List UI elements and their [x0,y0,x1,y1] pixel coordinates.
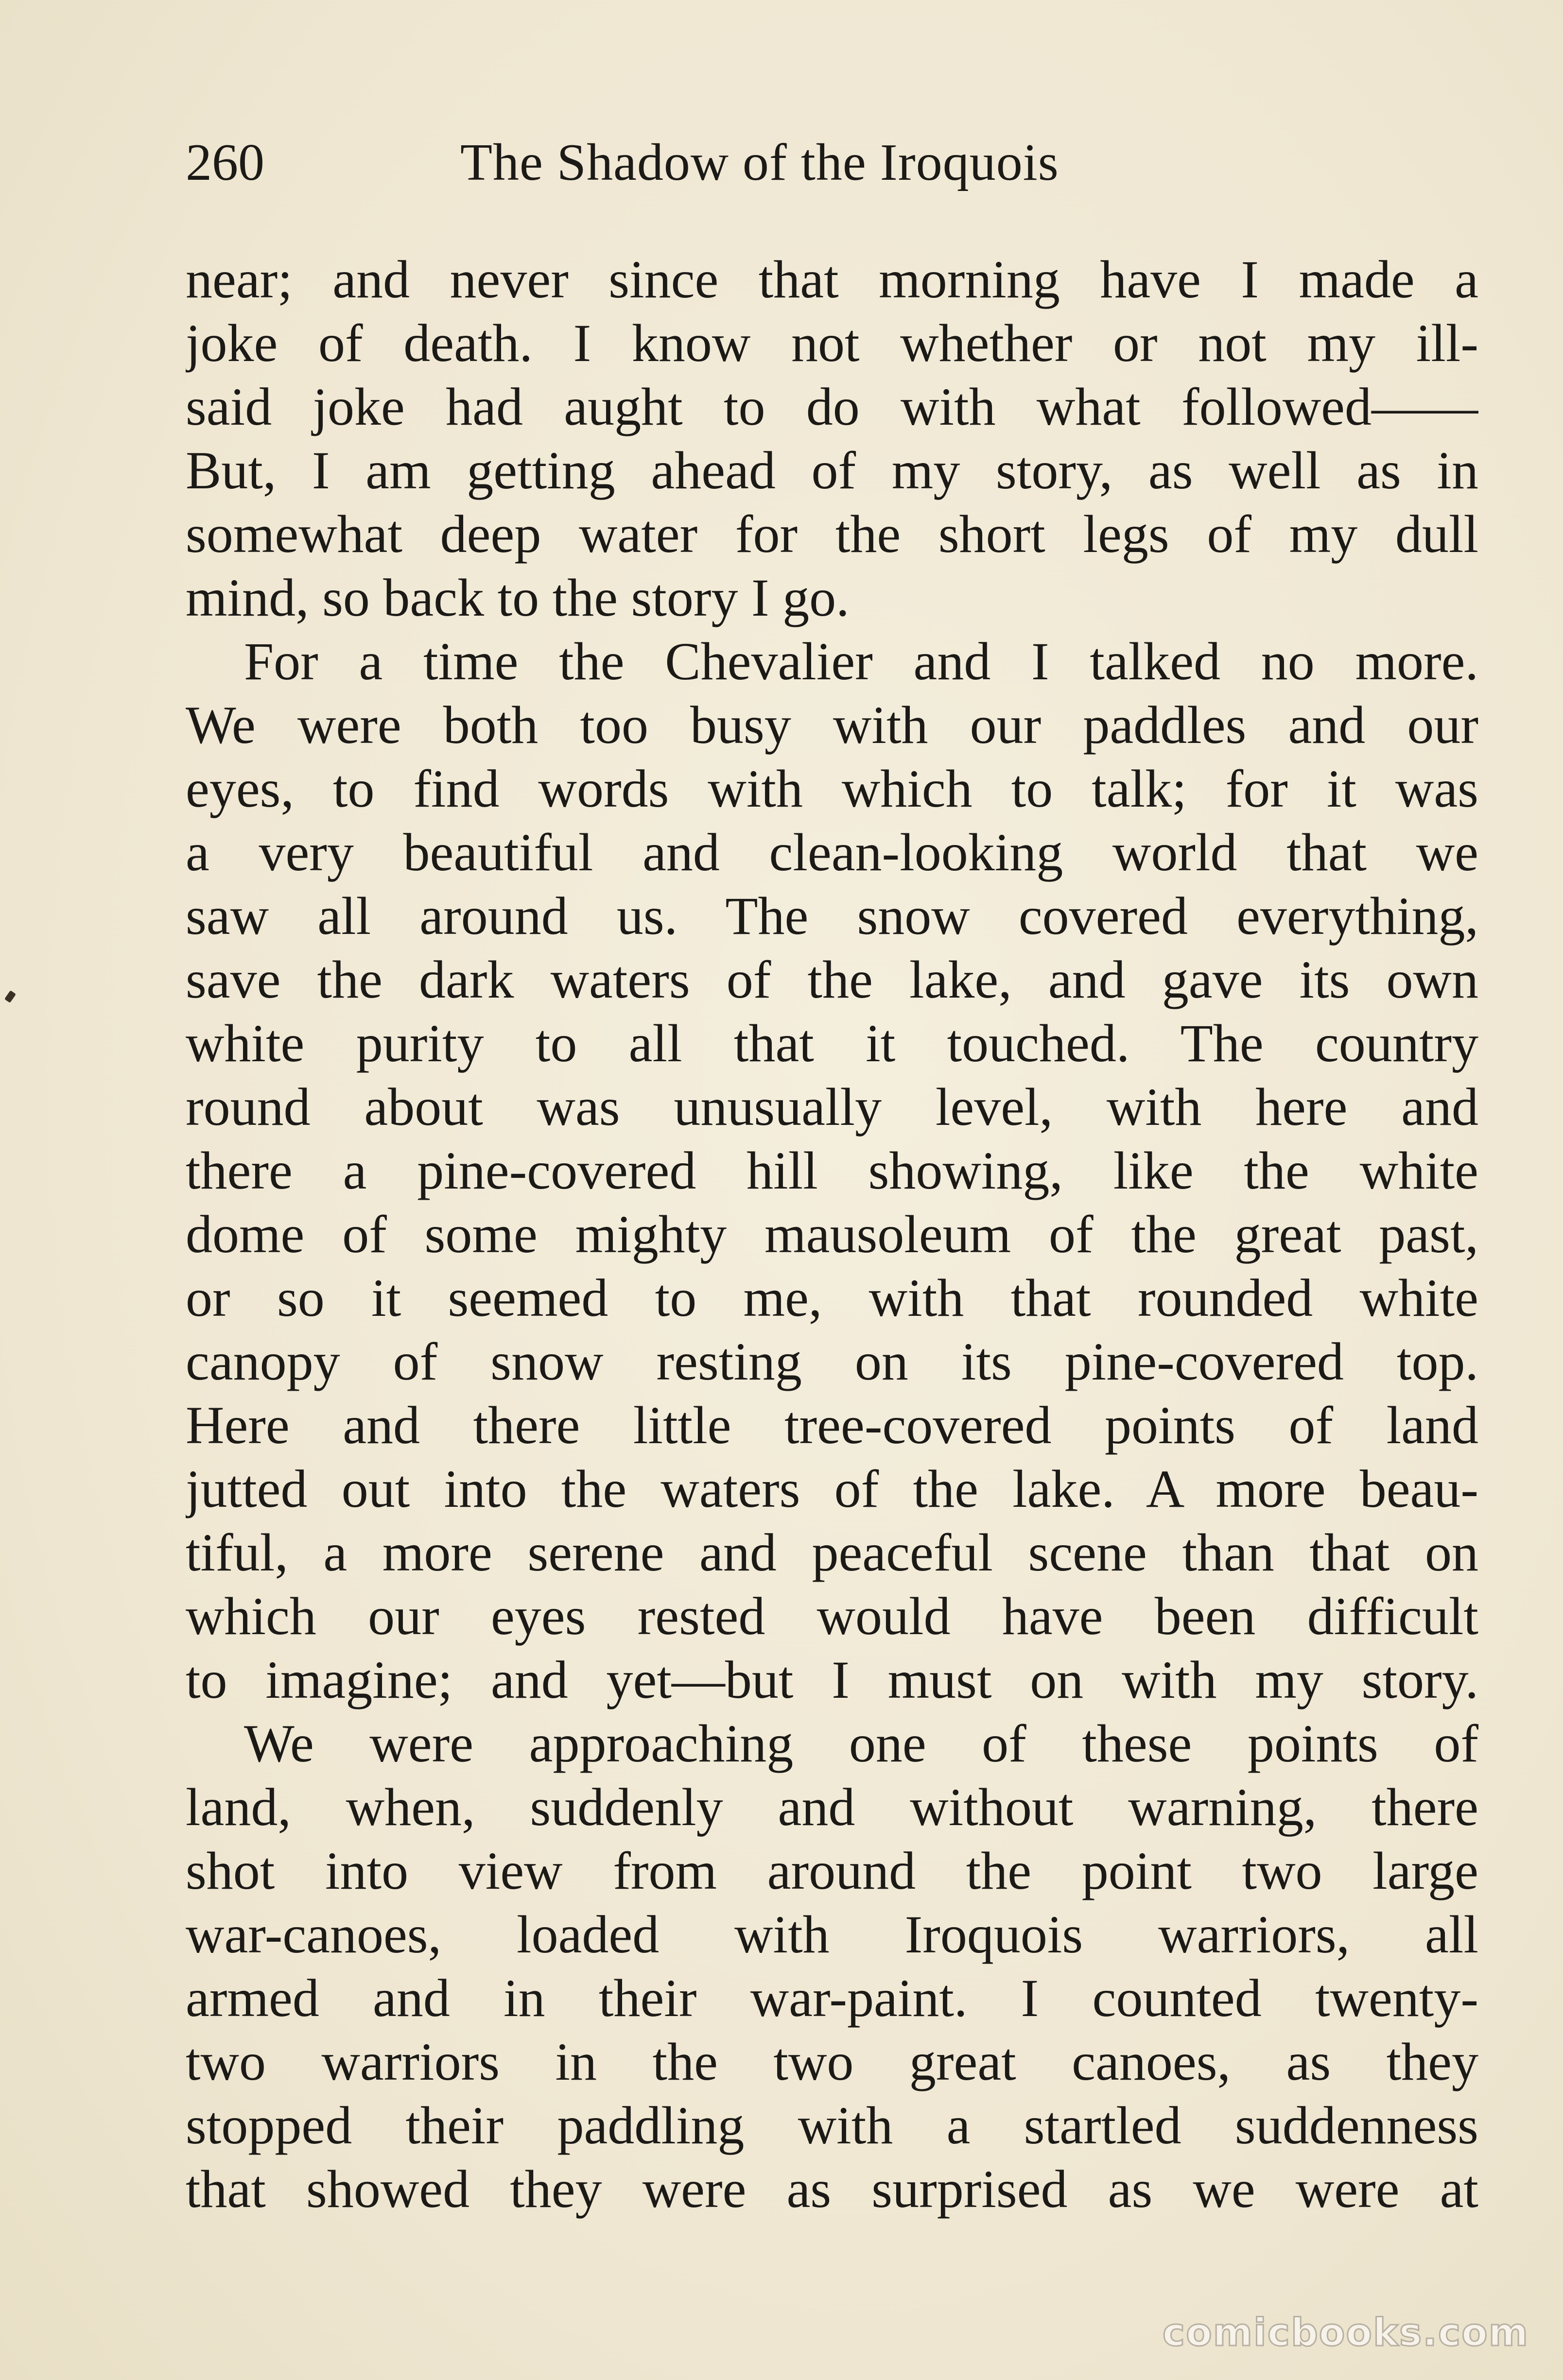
paragraph-first-line: We were approaching one of these points of [244,1714,1478,1773]
text-line: jutted out into the waters of the lake. A more beau- [186,1459,1478,1518]
text-line: or so it seemed to me, with that rounded white [186,1268,1478,1328]
text-line: that showed they were as surprised as we were at [186,2159,1478,2219]
text-line: Here and there little tree-covered points of land [186,1396,1478,1455]
text-line: land, when, suddenly and without warning, there [186,1777,1478,1837]
text-line: shot into view from around the point two large [186,1841,1478,1900]
text-line: to imagine; and yet—but I must on with my story. [186,1650,1478,1709]
text-line: tiful, a more serene and peaceful scene than that on [186,1523,1478,1582]
text-line: war-canoes, loaded with Iroquois warriors, all [186,1905,1478,1964]
text-line: But, I am getting ahead of my story, as well as in [186,441,1478,500]
text-line: which our eyes rested would have been difficult [186,1587,1478,1646]
body-text [186,248,1478,2221]
text-line: there a pine-covered hill showing, like the white [186,1141,1478,1200]
text-line: near; and never since that morning have I made a [186,250,1478,309]
page-header [186,126,1478,199]
text-line: save the dark waters of the lake, and gave its own [186,950,1478,1009]
margin-ink-mark [4,990,16,1003]
watermark-logo: comicbooks.com [1162,2311,1529,2355]
text-line: eyes, to find words with which to talk; for it was [186,759,1478,818]
page-number: 260 [186,134,264,191]
text-line: joke of death. I know not whether or not my ill- [186,313,1478,373]
text-line: two warriors in the two great canoes, as they [186,2032,1478,2091]
text-line: saw all around us. The snow covered everything, [186,886,1478,946]
text-line: round about was unusually level, with here and [186,1077,1478,1137]
running-title: The Shadow of the Iroquois [460,134,1059,191]
text-line: dome of some mighty mausoleum of the great past, [186,1205,1478,1264]
text-line: said joke had aught to do with what followed—— [186,377,1478,436]
text-line: stopped their paddling with a startled suddenness [186,2096,1478,2155]
text-line: somewhat deep water for the short legs of my dull [186,504,1478,564]
paragraph-first-line: For a time the Chevalier and I talked no more. [244,632,1478,691]
text-line: armed and in their war-paint. I counted twenty- [186,1968,1478,2028]
text-line: We were both too busy with our paddles and our [186,695,1478,755]
text-line: white purity to all that it touched. The country [186,1014,1478,1073]
text-line: mind, so back to the story I go. [186,568,850,627]
text-line: canopy of snow resting on its pine-covered top. [186,1332,1478,1391]
text-line: a very beautiful and clean-looking world that we [186,823,1478,882]
